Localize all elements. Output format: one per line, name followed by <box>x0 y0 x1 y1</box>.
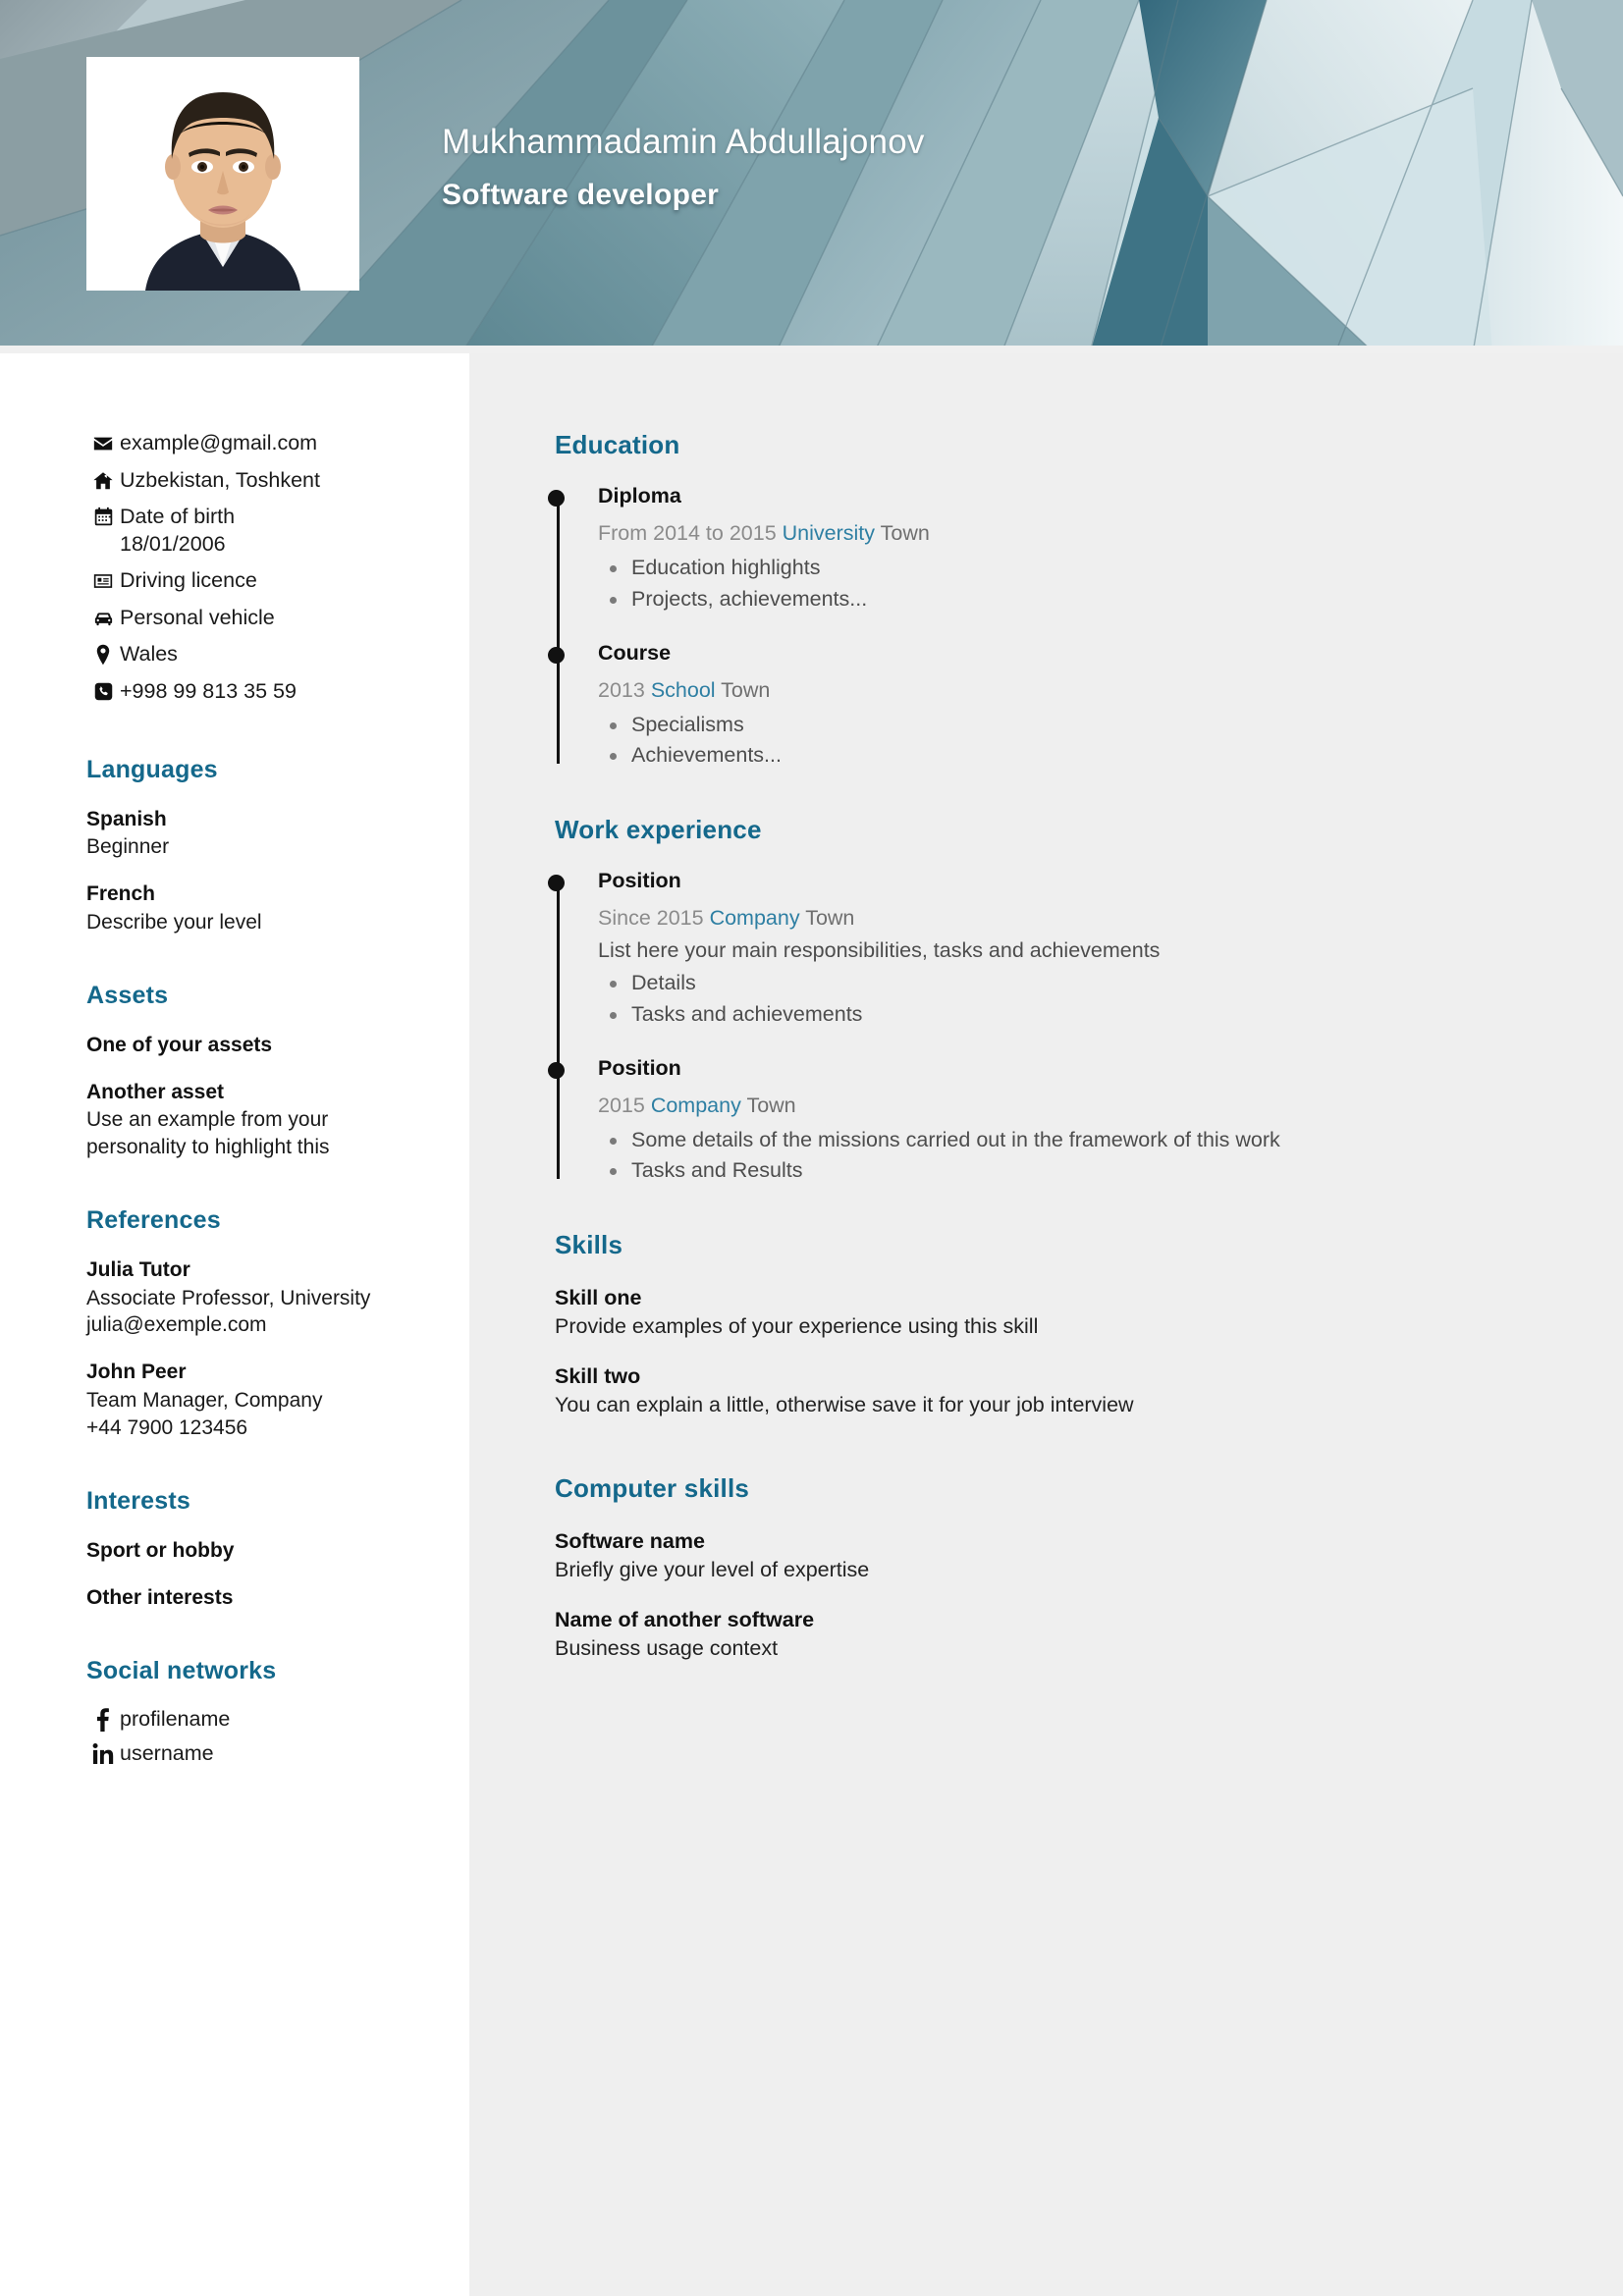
interest-item <box>86 1537 410 1565</box>
reference-contact: +44 7900 123456 <box>86 1415 248 1439</box>
section-education <box>555 430 1623 772</box>
interests-heading: Interests <box>86 1486 191 1515</box>
work-entry <box>598 1056 1623 1188</box>
spacer <box>555 1440 1623 1473</box>
work-desc: List here your main responsibilities, tasks and achievements <box>598 938 1161 963</box>
section-interests <box>86 1487 410 1613</box>
contact-dob-value: 18/01/2006 <box>120 531 226 556</box>
education-org: School <box>650 677 716 702</box>
work-heading: Work experience <box>555 815 762 845</box>
timeline-dot-icon <box>548 647 565 664</box>
reference-item <box>86 1359 410 1441</box>
skill-desc: Provide examples of your experience using this skill <box>555 1314 1039 1339</box>
education-entry <box>598 484 1623 615</box>
timeline-dot-icon <box>548 490 565 507</box>
timeline-line <box>557 492 560 764</box>
education-entry <box>598 641 1623 773</box>
reference-role: Associate Professor, University <box>86 1286 371 1309</box>
social-heading: Social networks <box>86 1657 277 1685</box>
spacer <box>555 772 1623 815</box>
reference-name: John Peer <box>86 1361 187 1384</box>
language-item <box>86 806 410 861</box>
assets-heading: Assets <box>86 981 169 1009</box>
profile-photo <box>86 57 359 291</box>
linkedin-icon <box>86 1742 120 1765</box>
education-meta <box>598 677 1623 705</box>
asset-title: One of your assets <box>86 1033 273 1056</box>
sidebar <box>0 353 469 2296</box>
section-skills <box>555 1230 1623 1418</box>
section-work-experience <box>555 815 1623 1187</box>
job-title: Software developer <box>442 179 720 211</box>
section-social-networks <box>86 1657 410 1766</box>
list-item: Some details of the missions carried out in the framework of this work <box>598 1125 1623 1156</box>
timeline-dot-icon <box>548 875 565 891</box>
section-assets <box>86 982 410 1162</box>
skill-item <box>555 1284 1623 1341</box>
work-town: Town <box>746 1093 796 1117</box>
contact-item-dob <box>86 504 410 558</box>
contact-dob-label: Date of birth <box>120 505 236 529</box>
asset-item <box>86 1032 410 1059</box>
references-heading: References <box>86 1206 221 1235</box>
language-level: Describe your level <box>86 910 262 934</box>
list-item: Tasks and achievements <box>598 999 1623 1031</box>
page-title: Mukhammadamin Abdullajonov <box>442 123 925 161</box>
education-timeline <box>555 484 1623 772</box>
education-bullets <box>598 553 1623 615</box>
education-bullets <box>598 710 1623 773</box>
education-title: Diploma <box>598 484 681 507</box>
interest-item <box>86 1584 410 1612</box>
portrait-illustration <box>86 57 359 291</box>
education-town: Town <box>721 677 771 702</box>
social-item-linkedin[interactable] <box>86 1741 410 1766</box>
education-heading: Education <box>555 430 680 459</box>
contact-item-address <box>86 467 410 495</box>
work-org: Company <box>650 1093 741 1117</box>
interest-title: Other interests <box>86 1585 234 1609</box>
work-meta <box>598 1093 1623 1120</box>
contact-item-phone[interactable] <box>86 678 410 706</box>
languages-heading: Languages <box>86 756 218 784</box>
skills-heading: Skills <box>555 1230 623 1260</box>
list-item: Details <box>598 968 1623 999</box>
reference-contact: julia@exemple.com <box>86 1313 267 1337</box>
work-title: Position <box>598 1055 681 1080</box>
list-item: Projects, achievements... <box>598 584 1623 615</box>
phone-icon <box>86 678 120 702</box>
language-name: French <box>86 882 156 906</box>
language-level: Beginner <box>86 835 170 859</box>
work-bullets <box>598 1125 1623 1188</box>
linkedin-handle: username <box>120 1741 214 1766</box>
contact-address-text: Uzbekistan, Toshkent <box>120 467 320 492</box>
computer-skill-item <box>555 1527 1623 1584</box>
work-period: 2015 <box>598 1093 645 1117</box>
social-item-facebook[interactable] <box>86 1707 410 1732</box>
home-icon <box>86 467 120 492</box>
section-languages <box>86 756 410 936</box>
list-item: Tasks and Results <box>598 1155 1623 1187</box>
car-icon <box>86 605 120 630</box>
section-references <box>86 1206 410 1441</box>
id-card-icon <box>86 567 120 592</box>
education-org: University <box>782 521 876 545</box>
list-item: Achievements... <box>598 740 1623 772</box>
contact-list <box>86 430 410 705</box>
language-item <box>86 881 410 935</box>
calendar-icon <box>86 504 120 527</box>
skill-desc: You can explain a little, otherwise save it for your job interview <box>555 1392 1134 1416</box>
education-period: 2013 <box>598 677 645 702</box>
name-block <box>442 123 925 212</box>
asset-desc: Use an example from your personality to highlight this <box>86 1108 330 1159</box>
contact-item-email[interactable] <box>86 430 410 457</box>
reference-role: Team Manager, Company <box>86 1388 323 1412</box>
contact-item-location <box>86 641 410 668</box>
asset-item <box>86 1079 410 1161</box>
header-banner <box>0 0 1623 353</box>
list-item: Specialisms <box>598 710 1623 741</box>
list-item: Education highlights <box>598 553 1623 584</box>
computer-skill-title: Software name <box>555 1529 705 1554</box>
contact-item-driving-licence <box>86 567 410 595</box>
envelope-icon <box>86 430 120 454</box>
computer-skill-desc: Business usage context <box>555 1636 779 1661</box>
section-computer-skills <box>555 1473 1623 1662</box>
contact-phone-text: +998 99 813 35 59 <box>120 678 297 703</box>
contact-dob-text <box>120 504 235 558</box>
work-entry <box>598 869 1623 1031</box>
reference-item <box>86 1256 410 1339</box>
computer-skill-item <box>555 1606 1623 1663</box>
facebook-handle: profilename <box>120 1707 231 1732</box>
work-period: Since 2015 <box>598 906 704 931</box>
education-title: Course <box>598 640 672 665</box>
computer-skill-title: Name of another software <box>555 1608 815 1632</box>
computer-skills-heading: Computer skills <box>555 1473 750 1504</box>
work-timeline <box>555 869 1623 1187</box>
work-title: Position <box>598 869 681 893</box>
skill-title: Skill one <box>555 1286 642 1310</box>
education-meta <box>598 520 1623 548</box>
contact-driving-text: Driving licence <box>120 568 257 593</box>
interest-title: Sport or hobby <box>86 1538 235 1562</box>
map-pin-icon <box>86 641 120 666</box>
reference-name: Julia Tutor <box>86 1258 190 1282</box>
work-meta <box>598 905 1623 933</box>
computer-skill-desc: Briefly give your level of expertise <box>555 1558 870 1582</box>
facebook-icon <box>86 1708 120 1732</box>
language-name: Spanish <box>86 808 167 831</box>
timeline-line <box>557 877 560 1179</box>
skill-title: Skill two <box>555 1363 641 1388</box>
timeline-dot-icon <box>548 1062 565 1079</box>
education-town: Town <box>880 521 930 545</box>
skill-item <box>555 1362 1623 1419</box>
asset-title: Another asset <box>86 1081 225 1103</box>
work-town: Town <box>805 906 855 931</box>
work-bullets <box>598 968 1623 1031</box>
education-period: From 2014 to 2015 <box>598 521 777 545</box>
contact-item-vehicle <box>86 605 410 632</box>
contact-email-text: example@gmail.com <box>120 431 318 454</box>
contact-location-text: Wales <box>120 642 178 667</box>
contact-vehicle-text: Personal vehicle <box>120 605 275 629</box>
main-content <box>469 353 1623 2296</box>
spacer <box>555 1187 1623 1230</box>
work-org: Company <box>709 906 800 931</box>
